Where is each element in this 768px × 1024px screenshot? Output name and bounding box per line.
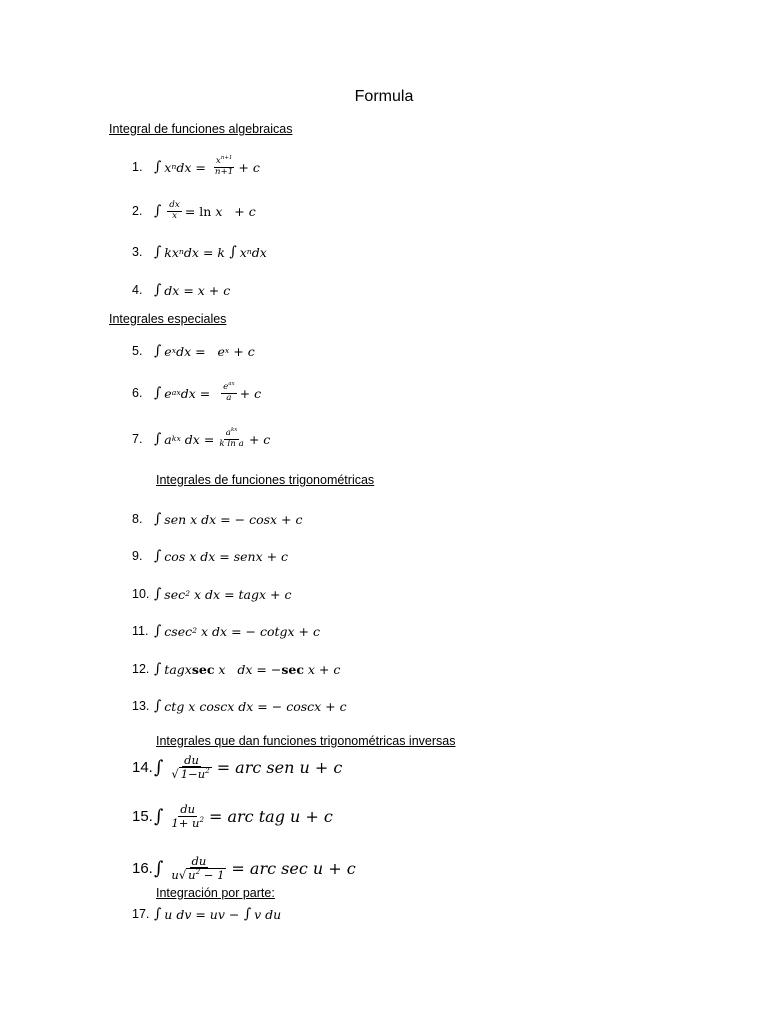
formula-number: 16.: [132, 859, 153, 877]
formula-expression: ∫ e ax dx = $\frac{e^{ax}}{a}$ + c: [154, 381, 262, 403]
heading-algebraic: Integral de funciones algebraicas: [109, 122, 293, 136]
formula-number: 10.: [132, 587, 150, 601]
formula-expression: ∫ cos x dx = senx + c: [154, 548, 289, 564]
formula-expression: ∫ $\frac{dx}{x}$ = ln x + c: [154, 200, 256, 221]
formula-expression: ∫ csec 2 x dx = − cotgx + c: [154, 623, 320, 639]
formula-expression: ∫ sen x dx = − cosx + c: [154, 511, 303, 527]
formula-expression: ∫ u dv = uv − ∫ v du: [154, 906, 282, 922]
page-title: Formula: [354, 88, 414, 105]
formula-expression: ∫ e x dx = e x + c: [154, 343, 255, 359]
formula-8: [132, 504, 303, 534]
formula-9: [132, 541, 288, 571]
formula-10: [132, 579, 291, 609]
formula-6: [132, 378, 261, 408]
formula-number: 12.: [132, 662, 150, 676]
formula-expression: ∫ tagx sec x dx = − sec x + c: [154, 661, 341, 677]
heading-inverse: Integrales que dan funciones trigonométricas inversas: [156, 734, 456, 748]
formula-3: [132, 237, 267, 267]
formula-number: 15.: [132, 807, 153, 825]
formula-2: [132, 196, 256, 226]
formula-expression: ∫ $\frac{du}{1+ u^2}$ = arc tag u + c: [154, 802, 333, 830]
formula-number: 1.: [132, 160, 143, 174]
formula-4: [132, 275, 230, 305]
formula-number: 7.: [132, 432, 143, 446]
formula-number: 6.: [132, 386, 143, 400]
formula-expression: ∫ dx = x + c: [154, 282, 231, 298]
formula-1: [132, 152, 260, 182]
formula-14: [132, 752, 342, 782]
formula-7: [132, 424, 270, 454]
formula-expression: ∫ ctg x coscx dx = − coscx + c: [154, 698, 347, 714]
formula-number: 2.: [132, 204, 143, 218]
formula-number: 14.: [132, 758, 153, 776]
formula-16: [132, 853, 356, 883]
formula-expression: ∫ du √ $1-u^2$ = arc sen u + c: [154, 752, 343, 781]
heading-special: Integrales especiales: [109, 312, 227, 326]
formula-17: [132, 899, 281, 929]
formula-expression: ∫ kx n dx = k ∫ x n dx: [154, 244, 267, 260]
formula-number: 4.: [132, 283, 143, 297]
heading-parts: Integración por parte:: [156, 886, 275, 900]
formula-number: 8.: [132, 512, 143, 526]
formula-12: [132, 654, 340, 684]
heading-trig: Integrales de funciones trigonométricas: [156, 473, 375, 487]
formula-number: 13.: [132, 699, 150, 713]
formula-15: [132, 801, 333, 831]
formula-number: 3.: [132, 245, 143, 259]
formula-expression: ∫ x n dx = $\frac{x^{n+1}}{n+1}$ + c: [154, 155, 260, 177]
formula-expression: ∫ a kx dx = $\frac{a^{kx}}{\text{k ln a}}$ + c: [154, 427, 271, 449]
formula-11: [132, 616, 320, 646]
formula-number: 9.: [132, 549, 143, 563]
formula-number: 11.: [132, 624, 149, 638]
formula-number: 5.: [132, 344, 143, 358]
formula-expression: ∫ du u √ $u^2 - 1$ = arc sec u + c: [154, 853, 356, 882]
formula-13: [132, 691, 347, 721]
formula-expression: ∫ sec 2 x dx = tagx + c: [154, 586, 292, 602]
formula-number: 17.: [132, 907, 150, 921]
formula-5: [132, 336, 255, 366]
